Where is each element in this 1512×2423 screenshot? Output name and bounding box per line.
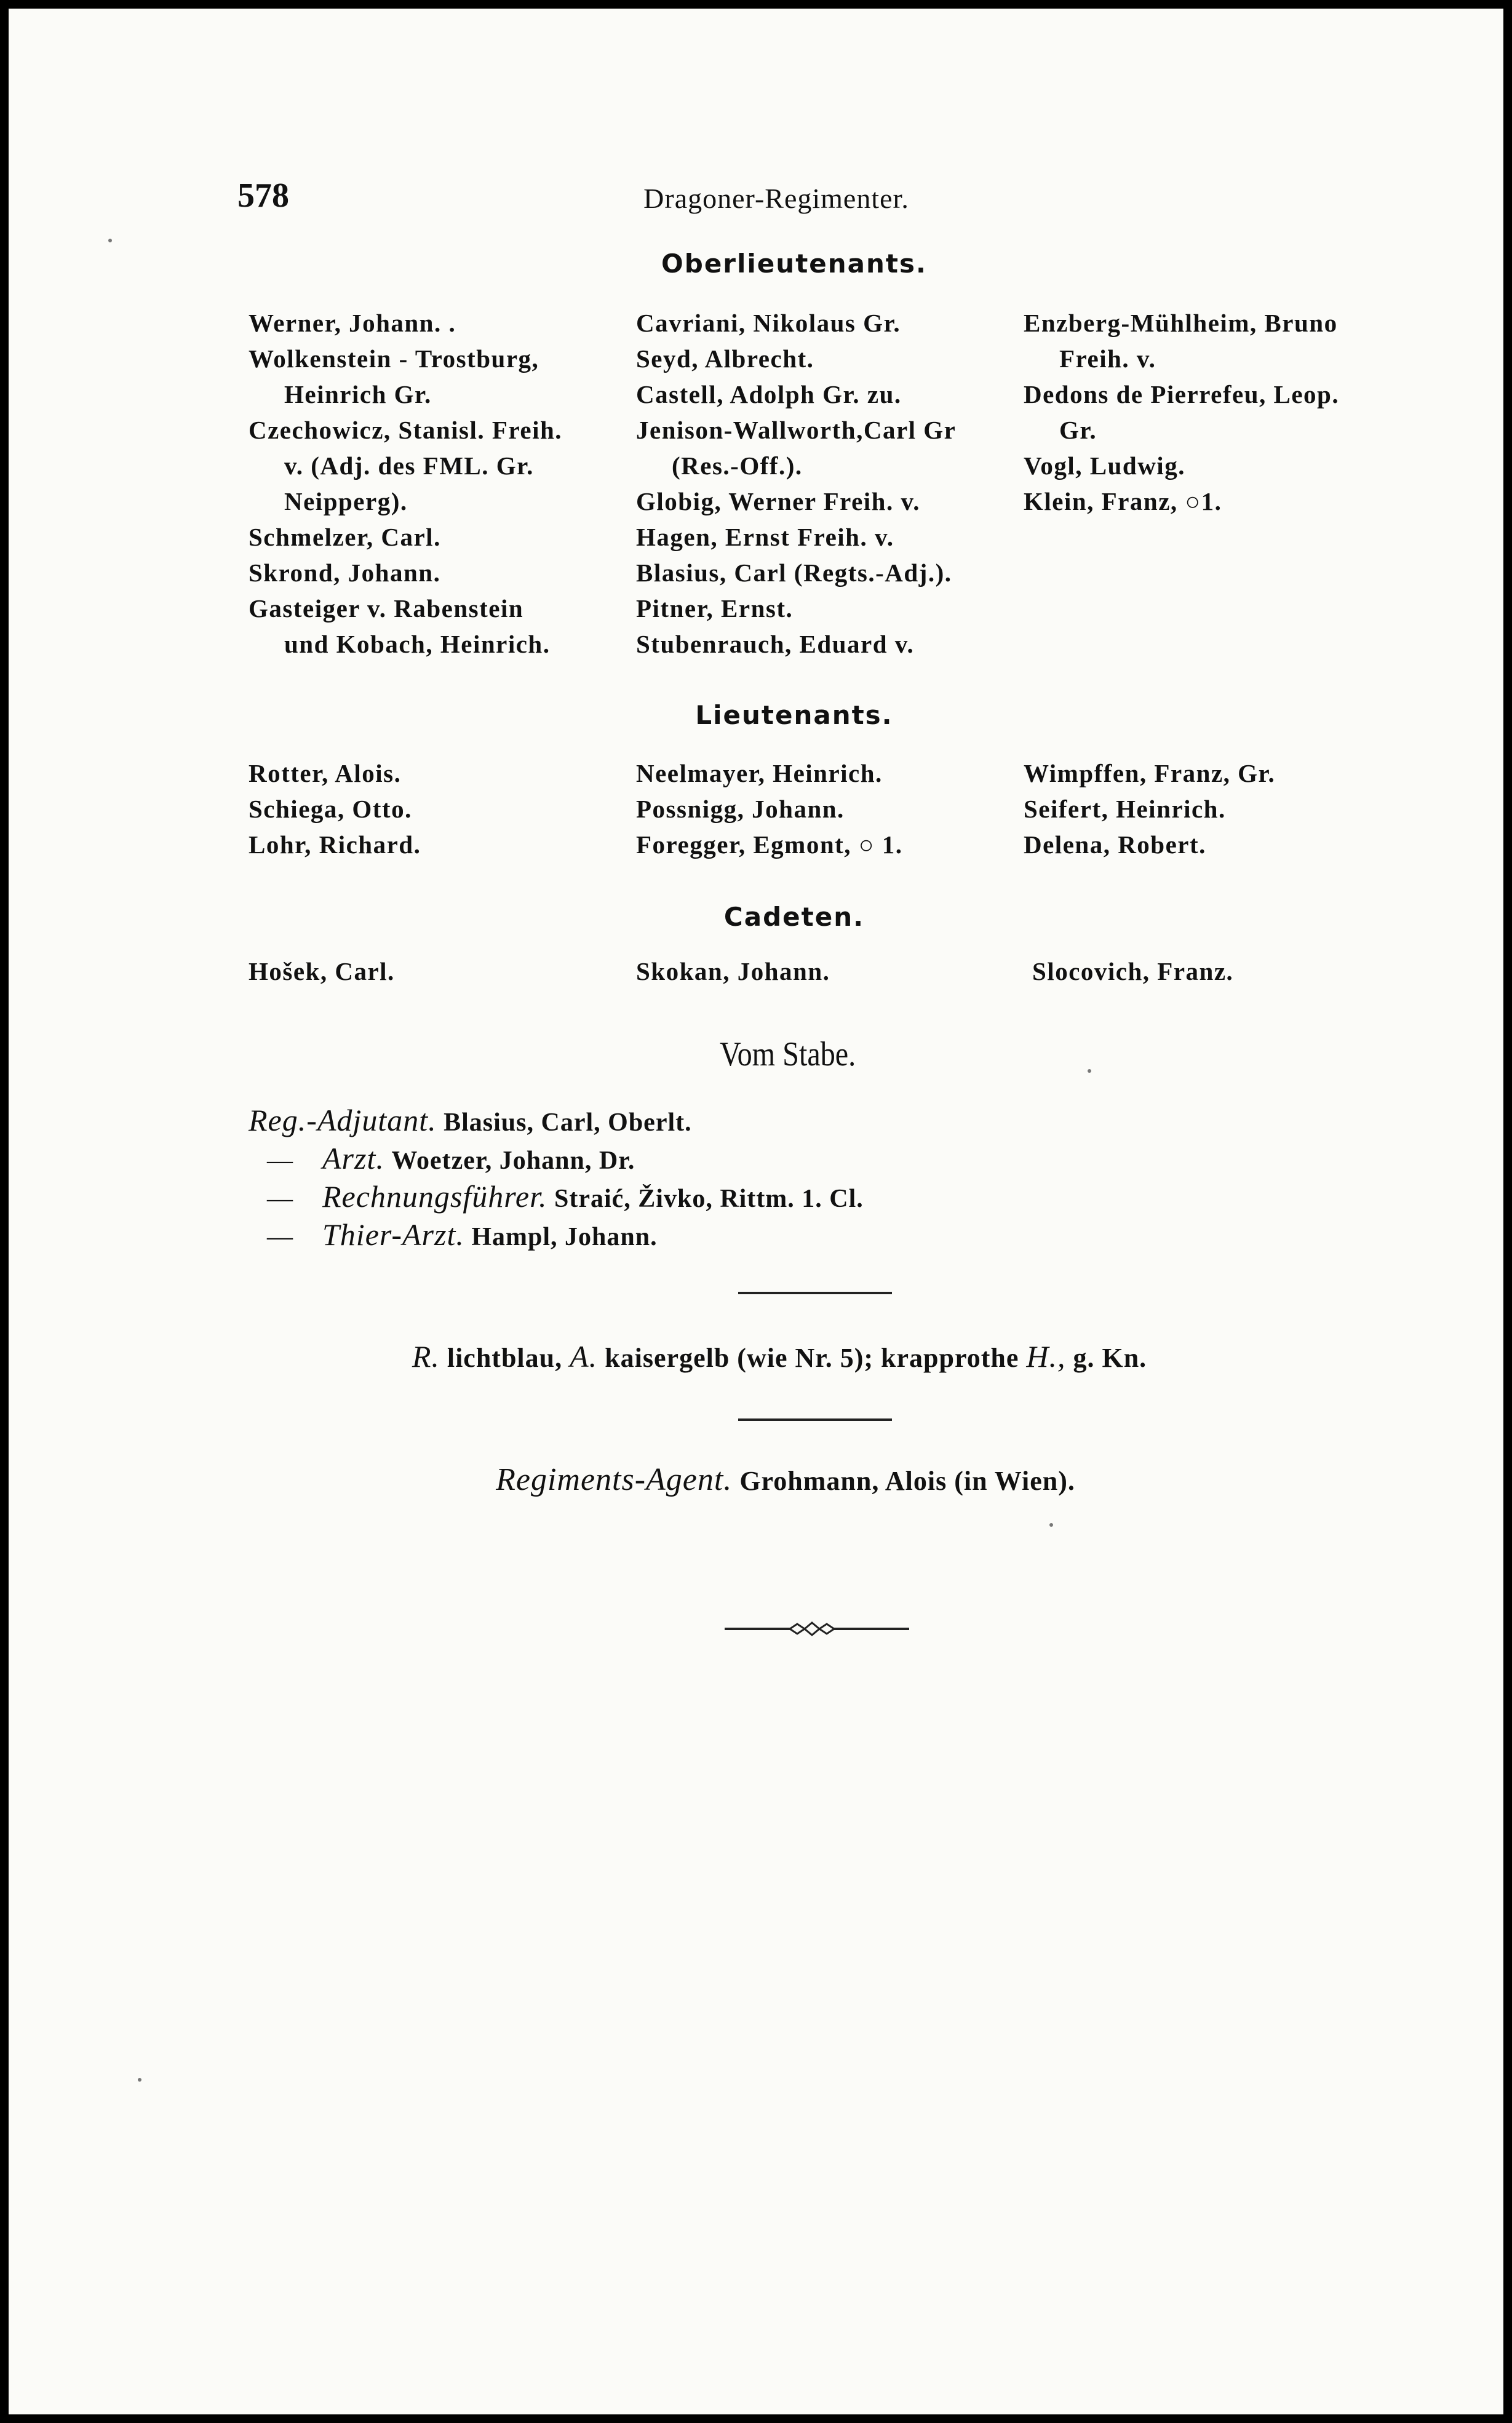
staff-role: Arzt.: [322, 1141, 384, 1176]
lieutenants-col-1: [249, 755, 421, 862]
regiments-agent-text: [496, 1462, 1075, 1498]
list-item: Seifert, Heinrich.: [1024, 795, 1226, 823]
lieutenants-col-3: [1024, 755, 1275, 862]
list-item: Jenison-Wallworth,Carl Gr: [636, 416, 957, 444]
running-title: [0, 182, 1512, 215]
list-item: Pitner, Ernst.: [636, 594, 794, 623]
staff-row-arzt: [249, 1140, 864, 1179]
a-value: kaisergelb (wie Nr. 5); krapprothe: [605, 1343, 1019, 1373]
list-item: Gasteiger v. Rabenstein: [249, 594, 524, 623]
staff-name: Woetzer, Johann, Dr.: [391, 1147, 635, 1175]
staff-role: Thier-Arzt.: [322, 1217, 464, 1252]
heading-cadeten-text: Cadeten.: [723, 902, 865, 932]
list-item: Globig, Werner Freih. v.: [636, 487, 920, 515]
list-item: Lohr, Richard.: [249, 830, 421, 859]
staff-name: Blasius, Carl, Oberlt.: [444, 1108, 692, 1137]
list-item: Czechowicz, Stanisl. Freih.: [249, 416, 563, 444]
cadeten-col-3: [1032, 953, 1233, 989]
list-item: Enzberg-Mühlheim, Bruno: [1024, 309, 1338, 337]
list-item: Hagen, Ernst Freih. v.: [636, 523, 894, 551]
list-item: Gr.: [1059, 416, 1097, 444]
oberlieutenants-col-2: [636, 305, 956, 662]
staff-dash: —: [267, 1147, 293, 1175]
speck: [138, 2078, 141, 2082]
staff-row-thier-arzt: [249, 1217, 864, 1255]
staff-role: Rechnungsführer.: [322, 1179, 547, 1214]
list-item: Klein, Franz, ○1.: [1024, 487, 1222, 515]
lieutenants-col-2: [636, 755, 903, 862]
a-label: A.: [570, 1339, 598, 1374]
list-item: (Res.-Off.).: [672, 452, 803, 480]
list-item: Neipperg).: [284, 487, 408, 515]
list-item: Skrond, Johann.: [249, 559, 441, 587]
oberlieutenants-col-1: [249, 305, 562, 662]
r-label: R.: [412, 1339, 440, 1374]
staff-row-adjutant: [249, 1102, 864, 1140]
divider-rule: [738, 1418, 892, 1421]
list-item: Werner, Johann. .: [249, 309, 456, 337]
list-item: Neelmayer, Heinrich.: [636, 759, 883, 787]
ornament-center: [790, 1623, 834, 1635]
regiments-agent: [0, 1462, 1512, 1498]
h-value: g. Kn.: [1073, 1343, 1147, 1373]
list-item: Heinrich Gr.: [284, 380, 432, 408]
staff-row-rechnungsfuehrer: [249, 1179, 864, 1217]
agent-label: Regiments-Agent.: [496, 1462, 733, 1497]
list-item: Dedons de Pierrefeu, Leop.: [1024, 380, 1340, 408]
heading-cadeten: [0, 902, 1512, 932]
list-item: Castell, Adolph Gr. zu.: [636, 380, 902, 408]
list-item: Foregger, Egmont, ○ 1.: [636, 830, 903, 859]
list-item: Hošek, Carl.: [249, 957, 395, 985]
uniform-colors-text: [412, 1339, 1147, 1374]
speck: [1088, 1069, 1091, 1073]
staff-dash: —: [267, 1185, 293, 1213]
uniform-colors: [0, 1339, 1512, 1374]
list-item: Cavriani, Nikolaus Gr.: [636, 309, 901, 337]
list-item: Wolkenstein - Trostburg,: [249, 344, 539, 373]
ornament-diamond: [790, 1624, 805, 1634]
cadeten-col-2: [636, 953, 830, 989]
staff-dash: —: [267, 1223, 293, 1251]
list-item: Rotter, Alois.: [249, 759, 402, 787]
heading-vom-stabe: [0, 1035, 1512, 1074]
staff-name: Straić, Živko, Rittm. 1. Cl.: [554, 1185, 864, 1213]
cadeten-col-1: [249, 953, 395, 989]
staff-role: Reg.-Adjutant.: [249, 1103, 437, 1137]
ornament-diamond: [805, 1623, 819, 1635]
ornament-diamond: [819, 1624, 834, 1634]
heading-lieutenants: [0, 700, 1512, 730]
list-item: Skokan, Johann.: [636, 957, 830, 985]
r-value: lichtblau,: [447, 1343, 563, 1373]
list-item: Schmelzer, Carl.: [249, 523, 441, 551]
ornament-divider: [725, 1617, 909, 1641]
list-item: Schiega, Otto.: [249, 795, 412, 823]
list-item: Seyd, Albrecht.: [636, 344, 814, 373]
h-label: H.,: [1026, 1339, 1066, 1374]
running-title-text: Dragoner-Regimenter.: [643, 183, 909, 214]
page-number: 578: [237, 177, 289, 215]
list-item: Blasius, Carl (Regts.-Adj.).: [636, 559, 952, 587]
list-item: Possnigg, Johann.: [636, 795, 845, 823]
divider-rule: [738, 1292, 892, 1294]
list-item: v. (Adj. des FML. Gr.: [284, 452, 534, 480]
agent-value: Grohmann, Alois (in Wien).: [739, 1466, 1075, 1496]
staff-list: [249, 1102, 864, 1255]
heading-lieutenants-text: Lieutenants.: [695, 700, 893, 730]
list-item: und Kobach, Heinrich.: [284, 630, 551, 658]
list-item: Slocovich, Franz.: [1032, 957, 1234, 985]
list-item: Freih. v.: [1059, 344, 1156, 373]
oberlieutenants-col-3: [1024, 305, 1339, 519]
heading-vom-stabe-text: Vom Stabe.: [720, 1035, 856, 1073]
staff-name: Hampl, Johann.: [471, 1223, 658, 1251]
list-item: Stubenrauch, Eduard v.: [636, 630, 915, 658]
speck: [108, 239, 112, 242]
list-item: Wimpffen, Franz, Gr.: [1024, 759, 1276, 787]
heading-oberlieutenants: [0, 249, 1512, 279]
list-item: Vogl, Ludwig.: [1024, 452, 1185, 480]
heading-oberlieutenants-text: Oberlieutenants.: [661, 249, 927, 279]
list-item: Delena, Robert.: [1024, 830, 1206, 859]
speck: [1049, 1523, 1053, 1527]
